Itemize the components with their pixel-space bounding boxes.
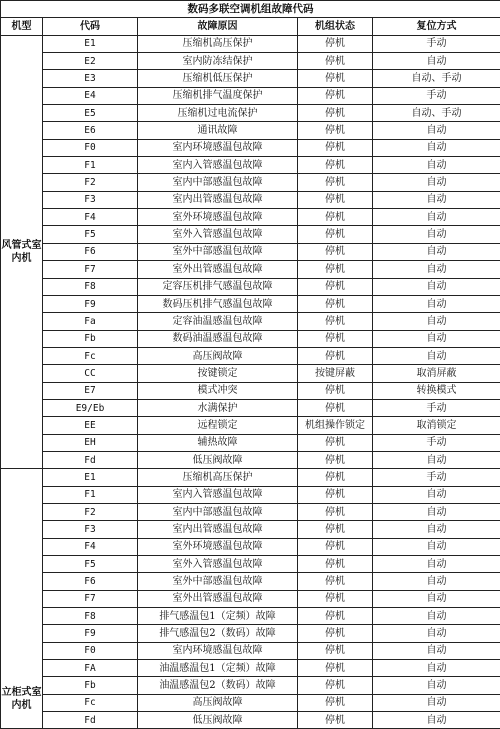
fault-code-cell: F9 — [43, 295, 138, 312]
unit-state-cell: 停机 — [298, 243, 373, 260]
fault-reason-cell: 室外入管感温包故障 — [138, 226, 298, 243]
unit-state-cell: 按键屏蔽 — [298, 365, 373, 382]
unit-state-cell: 停机 — [298, 174, 373, 191]
fault-reason-cell: 按键锁定 — [138, 365, 298, 382]
fault-reason-cell: 高压阀故障 — [138, 347, 298, 364]
reset-method-cell: 自动 — [373, 122, 500, 139]
unit-state-cell: 停机 — [298, 209, 373, 226]
header-reason: 故障原因 — [138, 18, 298, 35]
table-row — [1, 434, 500, 451]
unit-state-cell: 停机 — [298, 347, 373, 364]
reset-method-cell: 自动 — [373, 157, 500, 174]
unit-state-cell: 停机 — [298, 139, 373, 156]
fault-code-cell: F2 — [43, 503, 138, 520]
unit-state-cell: 停机 — [298, 295, 373, 312]
fault-code-cell: F2 — [43, 174, 138, 191]
reset-method-cell: 手动 — [373, 399, 500, 416]
fault-reason-cell: 室外中部感温包故障 — [138, 243, 298, 260]
fault-code-cell: Fb — [43, 677, 138, 694]
unit-state-cell: 停机 — [298, 70, 373, 87]
reset-method-cell: 自动 — [373, 521, 500, 538]
unit-state-cell: 停机 — [298, 278, 373, 295]
table-row — [1, 226, 500, 243]
table-row — [1, 174, 500, 191]
reset-method-cell: 自动 — [373, 642, 500, 659]
unit-state-cell: 停机 — [298, 590, 373, 607]
reset-method-cell: 手动 — [373, 35, 500, 52]
unit-state-cell: 停机 — [298, 660, 373, 677]
table-row — [1, 399, 500, 416]
fault-reason-cell: 室外中部感温包故障 — [138, 573, 298, 590]
reset-method-cell: 自动 — [373, 278, 500, 295]
table-body — [1, 35, 500, 729]
reset-method-cell: 自动 — [373, 243, 500, 260]
reset-method-cell: 自动 — [373, 573, 500, 590]
model-label-line: 立柜式室 — [1, 686, 42, 699]
unit-state-cell: 停机 — [298, 503, 373, 520]
unit-state-cell: 停机 — [298, 157, 373, 174]
fault-reason-cell: 数码油温感温包故障 — [138, 330, 298, 347]
reset-method-cell: 自动 — [373, 590, 500, 607]
unit-state-cell: 停机 — [298, 399, 373, 416]
fault-code-cell: F8 — [43, 278, 138, 295]
fault-reason-cell: 通讯故障 — [138, 122, 298, 139]
fault-code-cell: F5 — [43, 226, 138, 243]
table-row — [1, 53, 500, 70]
unit-state-cell: 停机 — [298, 87, 373, 104]
fault-code-cell: F4 — [43, 209, 138, 226]
fault-code-cell: E1 — [43, 469, 138, 486]
table-row — [1, 313, 500, 330]
fault-code-cell: FA — [43, 660, 138, 677]
fault-reason-cell: 远程锁定 — [138, 417, 298, 434]
table-row — [1, 486, 500, 503]
unit-state-cell: 停机 — [298, 313, 373, 330]
table-row — [1, 347, 500, 364]
table-row — [1, 261, 500, 278]
unit-state-cell: 停机 — [298, 712, 373, 729]
fault-code-cell: CC — [43, 365, 138, 382]
header-code: 代码 — [43, 18, 138, 35]
fault-reason-cell: 定容压机排气感温包故障 — [138, 278, 298, 295]
table-row — [1, 556, 500, 573]
table-row — [1, 694, 500, 711]
table-row — [1, 209, 500, 226]
table-row — [1, 139, 500, 156]
fault-code-cell: E3 — [43, 70, 138, 87]
fault-code-cell: F1 — [43, 157, 138, 174]
fault-code-cell: Fc — [43, 694, 138, 711]
unit-state-cell: 停机 — [298, 330, 373, 347]
fault-reason-cell: 排气感温包1（定频）故障 — [138, 608, 298, 625]
fault-code-cell: F7 — [43, 590, 138, 607]
unit-state-cell: 停机 — [298, 625, 373, 642]
reset-method-cell: 自动 — [373, 712, 500, 729]
fault-reason-cell: 室内入管感温包故障 — [138, 486, 298, 503]
fault-reason-cell: 室内环境感温包故障 — [138, 642, 298, 659]
table-row — [1, 538, 500, 555]
fault-reason-cell: 定容油温感温包故障 — [138, 313, 298, 330]
unit-state-cell: 停机 — [298, 191, 373, 208]
unit-state-cell: 停机 — [298, 382, 373, 399]
table-row — [1, 70, 500, 87]
unit-state-cell: 停机 — [298, 642, 373, 659]
reset-method-cell: 自动 — [373, 191, 500, 208]
fault-reason-cell: 压缩机过电流保护 — [138, 105, 298, 122]
fault-reason-cell: 室外环境感温包故障 — [138, 209, 298, 226]
fault-reason-cell: 低压阀故障 — [138, 712, 298, 729]
reset-method-cell: 自动 — [373, 451, 500, 468]
table-row — [1, 469, 500, 486]
table-row — [1, 521, 500, 538]
table-row — [1, 382, 500, 399]
fault-reason-cell: 室内出管感温包故障 — [138, 521, 298, 538]
table-row — [1, 330, 500, 347]
table-row — [1, 503, 500, 520]
fault-reason-cell: 室外出管感温包故障 — [138, 261, 298, 278]
unit-state-cell: 停机 — [298, 677, 373, 694]
reset-method-cell: 自动 — [373, 174, 500, 191]
unit-state-cell: 停机 — [298, 694, 373, 711]
fault-code-cell: F8 — [43, 608, 138, 625]
reset-method-cell: 自动 — [373, 677, 500, 694]
table-row — [1, 417, 500, 434]
fault-code-cell: E1 — [43, 35, 138, 52]
reset-method-cell: 自动 — [373, 608, 500, 625]
fault-code-cell: E2 — [43, 53, 138, 70]
fault-code-cell: E4 — [43, 87, 138, 104]
reset-method-cell: 自动 — [373, 625, 500, 642]
reset-method-cell: 自动 — [373, 209, 500, 226]
header-state: 机组状态 — [298, 18, 373, 35]
unit-state-cell: 停机 — [298, 226, 373, 243]
fault-reason-cell: 油温感温包1（定频）故障 — [138, 660, 298, 677]
fault-code-cell: Fd — [43, 451, 138, 468]
fault-code-cell: F0 — [43, 642, 138, 659]
table-row — [1, 642, 500, 659]
table-row — [1, 243, 500, 260]
model-label-line: 内机 — [1, 252, 42, 265]
table-row — [1, 625, 500, 642]
fault-reason-cell: 室外出管感温包故障 — [138, 590, 298, 607]
model-label-line: 风管式室 — [1, 239, 42, 252]
table-row — [1, 712, 500, 729]
reset-method-cell: 自动、手动 — [373, 70, 500, 87]
fault-code-cell: F5 — [43, 556, 138, 573]
fault-code-cell: E6 — [43, 122, 138, 139]
table-row — [1, 35, 500, 52]
reset-method-cell: 转换模式 — [373, 382, 500, 399]
fault-code-cell: F6 — [43, 573, 138, 590]
table-row — [1, 295, 500, 312]
fault-reason-cell: 室外环境感温包故障 — [138, 538, 298, 555]
fault-code-cell: F6 — [43, 243, 138, 260]
unit-state-cell: 停机 — [298, 105, 373, 122]
fault-reason-cell: 压缩机低压保护 — [138, 70, 298, 87]
fault-code-cell: F7 — [43, 261, 138, 278]
fault-code-cell: E7 — [43, 382, 138, 399]
fault-code-cell: F9 — [43, 625, 138, 642]
model-label-line: 内机 — [1, 699, 42, 712]
reset-method-cell: 自动 — [373, 486, 500, 503]
fault-code-cell: EE — [43, 417, 138, 434]
table-row — [1, 105, 500, 122]
title-row — [1, 1, 500, 18]
reset-method-cell: 自动、手动 — [373, 105, 500, 122]
unit-state-cell: 停机 — [298, 486, 373, 503]
fault-code-cell: F3 — [43, 191, 138, 208]
unit-state-cell: 停机 — [298, 53, 373, 70]
fault-reason-cell: 室内中部感温包故障 — [138, 503, 298, 520]
fault-reason-cell: 油温感温包2（数码）故障 — [138, 677, 298, 694]
fault-reason-cell: 水满保护 — [138, 399, 298, 416]
fault-code-cell: E5 — [43, 105, 138, 122]
reset-method-cell: 自动 — [373, 330, 500, 347]
fault-reason-cell: 室内入管感温包故障 — [138, 157, 298, 174]
header-reset: 复位方式 — [373, 18, 500, 35]
fault-code-cell: Fc — [43, 347, 138, 364]
fault-code-cell: F0 — [43, 139, 138, 156]
table-row — [1, 677, 500, 694]
fault-code-cell: F3 — [43, 521, 138, 538]
unit-state-cell: 停机 — [298, 556, 373, 573]
reset-method-cell: 手动 — [373, 469, 500, 486]
fault-code-cell: F1 — [43, 486, 138, 503]
reset-method-cell: 取消屏蔽 — [373, 365, 500, 382]
table-row — [1, 87, 500, 104]
fault-code-cell: Fa — [43, 313, 138, 330]
unit-state-cell: 停机 — [298, 451, 373, 468]
fault-code-cell: EH — [43, 434, 138, 451]
fault-reason-cell: 室内出管感温包故障 — [138, 191, 298, 208]
fault-reason-cell: 辅热故障 — [138, 434, 298, 451]
fault-reason-cell: 高压阀故障 — [138, 694, 298, 711]
table-row — [1, 573, 500, 590]
reset-method-cell: 自动 — [373, 556, 500, 573]
reset-method-cell: 自动 — [373, 694, 500, 711]
fault-reason-cell: 排气感温包2（数码）故障 — [138, 625, 298, 642]
unit-state-cell: 停机 — [298, 573, 373, 590]
table-row — [1, 157, 500, 174]
unit-state-cell: 停机 — [298, 122, 373, 139]
reset-method-cell: 手动 — [373, 434, 500, 451]
unit-state-cell: 停机 — [298, 469, 373, 486]
reset-method-cell: 自动 — [373, 347, 500, 364]
header-row — [1, 18, 500, 35]
fault-reason-cell: 压缩机高压保护 — [138, 469, 298, 486]
reset-method-cell: 自动 — [373, 660, 500, 677]
reset-method-cell: 自动 — [373, 313, 500, 330]
table-row — [1, 122, 500, 139]
reset-method-cell: 自动 — [373, 503, 500, 520]
unit-state-cell: 停机 — [298, 434, 373, 451]
table-row — [1, 191, 500, 208]
table-row — [1, 365, 500, 382]
fault-code-cell: F4 — [43, 538, 138, 555]
table-row — [1, 278, 500, 295]
fault-reason-cell: 室内环境感温包故障 — [138, 139, 298, 156]
reset-method-cell: 自动 — [373, 226, 500, 243]
unit-state-cell: 停机 — [298, 261, 373, 278]
unit-state-cell: 停机 — [298, 538, 373, 555]
fault-code-cell: Fb — [43, 330, 138, 347]
table-row — [1, 451, 500, 468]
reset-method-cell: 取消锁定 — [373, 417, 500, 434]
fault-reason-cell: 压缩机高压保护 — [138, 35, 298, 52]
unit-state-cell: 机组操作锁定 — [298, 417, 373, 434]
table-title: 数码多联空调机组故障代码 — [1, 1, 500, 18]
fault-reason-cell: 模式冲突 — [138, 382, 298, 399]
model-group-label — [1, 35, 43, 469]
fault-reason-cell: 低压阀故障 — [138, 451, 298, 468]
table-row — [1, 660, 500, 677]
fault-reason-cell: 室内防冻结保护 — [138, 53, 298, 70]
header-model: 机型 — [1, 18, 43, 35]
model-group-label — [1, 469, 43, 729]
reset-method-cell: 手动 — [373, 87, 500, 104]
fault-reason-cell: 室外入管感温包故障 — [138, 556, 298, 573]
reset-method-cell: 自动 — [373, 139, 500, 156]
fault-code-cell: E9/Eb — [43, 399, 138, 416]
table-row — [1, 608, 500, 625]
unit-state-cell: 停机 — [298, 35, 373, 52]
reset-method-cell: 自动 — [373, 538, 500, 555]
unit-state-cell: 停机 — [298, 521, 373, 538]
reset-method-cell: 自动 — [373, 53, 500, 70]
fault-reason-cell: 压缩机排气温度保护 — [138, 87, 298, 104]
table-row — [1, 590, 500, 607]
fault-reason-cell: 数码压机排气感温包故障 — [138, 295, 298, 312]
reset-method-cell: 自动 — [373, 261, 500, 278]
unit-state-cell: 停机 — [298, 608, 373, 625]
fault-reason-cell: 室内中部感温包故障 — [138, 174, 298, 191]
reset-method-cell: 自动 — [373, 295, 500, 312]
fault-code-cell: Fd — [43, 712, 138, 729]
